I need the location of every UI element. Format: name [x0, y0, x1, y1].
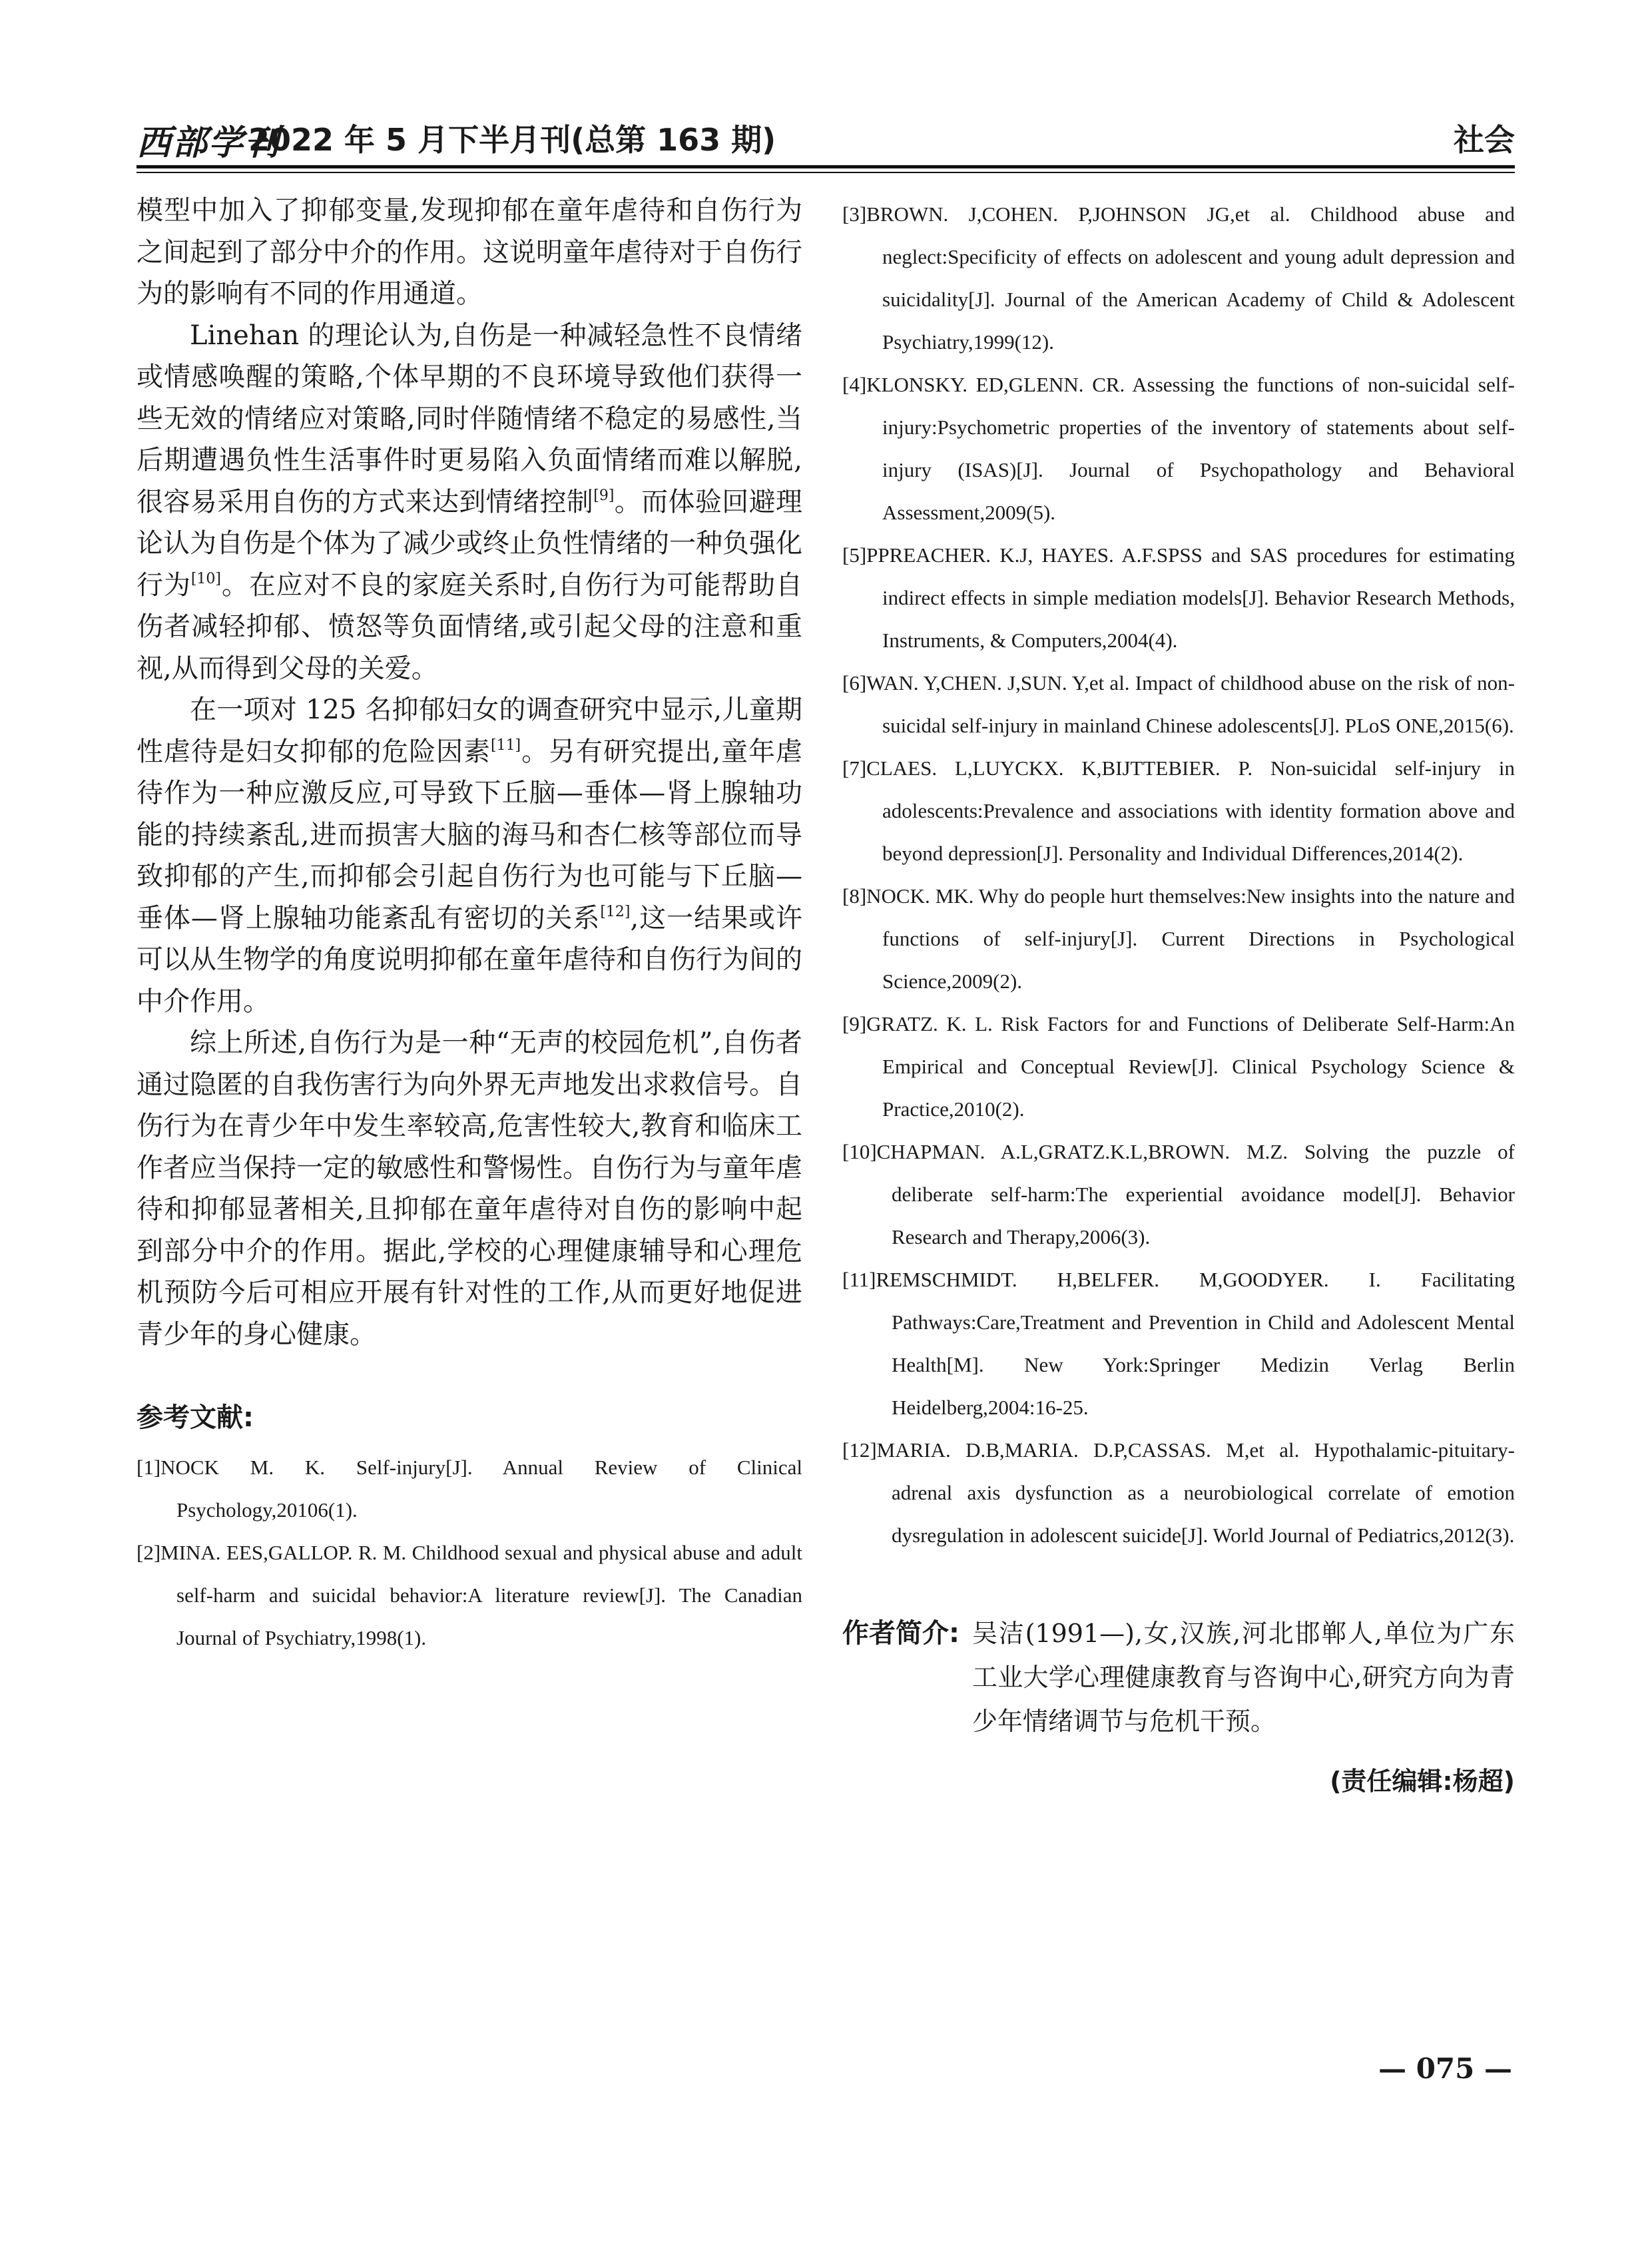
body-paragraph-2: Linehan 的理论认为,自伤是一种减轻急性不良情绪或情感唤醒的策略,个体早期的不良环境导致他们获得一些无效的情绪应对策略,同时伴随情绪不稳定的易感性,当后期遭遇负性生活事件时更易陷入负面情绪而难以解脱,很容易采用自伤的方式来达到情绪控制[9]。而体验回避理论认为自伤是个体为了减少或终止负性情绪的一种负强化行为[10]。在应对不良的家庭关系时,自伤行为可能帮助自伤者减轻抑郁、愤怒等负面情绪,或引起父母的注意和重视,从而得到父母的关爱。: [137, 320, 803, 684]
reference-item: [6]WAN. Y,CHEN. J,SUN. Y,et al. Impact of childhood abuse on the risk of non-suicidal self-injury in mainland Chinese adolescents[J]. PLoS ONE,2015(6).: [842, 671, 1515, 737]
reference-item: [11]REMSCHMIDT. H,BELFER. M,GOODYER. I. Facilitating Pathways:Care,Treatment and Prevention in Child and Adolescent Mental Health[M]. New York:Springer Medizin Verlag Berlin Heidelberg,2004:16-25.: [842, 1268, 1515, 1419]
references-heading: 参考文献:: [137, 1402, 254, 1433]
reference-item: [2]MINA. EES,GALLOP. R. M. Childhood sexual and physical abuse and adult self-harm and suicidal behavior:A literature review[J]. The Canadian Journal of Psychiatry,1998(1).: [137, 1541, 802, 1649]
reference-item: [10]CHAPMAN. A.L,GRATZ.K.L,BROWN. M.Z. Solving the puzzle of deliberate self-harm:The experiential avoidance model[J]. Behavior Research and Therapy,2006(3).: [842, 1140, 1515, 1249]
reference-item: [4]KLONSKY. ED,GLENN. CR. Assessing the functions of non-suicidal self-injury:Psychometric properties of the inventory of statements about self-injury (ISAS)[J]. Journal of Psychopathology and Behavioral Assessment,2009(5).: [842, 373, 1515, 524]
responsible-editor: (责任编辑:杨超): [1330, 1767, 1515, 1796]
citation-10: [10]: [190, 570, 222, 587]
body-paragraph-3: 在一项对 125 名抑郁妇女的调查研究中显示,儿童期性虐待是妇女抑郁的危险因素[11]。另有研究提出,童年虐待作为一种应激反应,可导致下丘脑—垂体—肾上腺轴功能的持续紊乱,进而损害大脑的海马和杏仁核等部位而导致抑郁的产生,而抑郁会引起自伤行为也可能与下丘脑—垂体—肾上腺轴功能紊乱有密切的关系[12],这一结果或许可以从生物学的角度说明抑郁在童年虐待和自伤行为间的中介作用。: [137, 695, 803, 1017]
reference-item: [9]GRATZ. K. L. Risk Factors for and Functions of Deliberate Self-Harm:An Empirical and Conceptual Review[J]. Clinical Psychology Science & Practice,2010(2).: [842, 1012, 1515, 1121]
journal-logo: 西部学刊: [137, 123, 281, 163]
body-paragraph-4: 综上所述,自伤行为是一种“无声的校园危机”,自伤者通过隐匿的自我伤害行为向外界无声地发出求救信号。自伤行为在青少年中发生率较高,危害性较大,教育和临床工作者应当保持一定的敏感性和警惕性。自伤行为与童年虐待和抑郁显著相关,且抑郁在童年虐待对自伤的影响中起到部分中介的作用。据此,学校的心理健康辅导和心理危机预防今后可相应开展有针对性的工作,从而更好地促进青少年的身心健康。: [137, 1027, 802, 1350]
citation-12: [12]: [600, 903, 631, 920]
reference-item: [5]PPREACHER. K.J, HAYES. A.F.SPSS and SAS procedures for estimating indirect effects in simple mediation models[J]. Behavior Research Methods, Instruments, & Computers,2004(4).: [842, 543, 1515, 652]
reference-item: [8]NOCK. MK. Why do people hurt themselves:New insights into the nature and functions of self-injury[J]. Current Directions in Psychological Science,2009(2).: [842, 884, 1515, 993]
author-bio-text: 吴洁(1991—),女,汉族,河北邯郸人,单位为广东工业大学心理健康教育与咨询中心,研究方向为青少年情绪调节与危机干预。: [972, 1619, 1515, 1736]
header-rule-thin: [137, 172, 1515, 173]
header-rule: [137, 165, 1515, 168]
body-paragraph-1: 模型中加入了抑郁变量,发现抑郁在童年虐待和自伤行为之间起到了部分中介的作用。这说明童年虐待对于自伤行为的影响有不同的作用通道。: [137, 195, 802, 309]
left-column: [137, 190, 802, 1659]
reference-item: [1]NOCK M. K. Self-injury[J]. Annual Review of Clinical Psychology,20106(1).: [137, 1456, 802, 1522]
citation-9: [9]: [593, 487, 615, 504]
citation-11: [11]: [490, 736, 521, 754]
reference-item: [12]MARIA. D.B,MARIA. D.P,CASSAS. M,et al. Hypothalamic-pituitary-adrenal axis dysfunction as a neurobiological correlate of emotion dysregulation in adolescent suicide[J]. World Journal of Pediatrics,2012(3).: [842, 1438, 1515, 1547]
running-header: [137, 112, 1515, 163]
author-bio: [842, 1611, 1515, 1743]
author-bio-label: 作者简介:: [842, 1618, 960, 1649]
page-number: — 075 —: [1378, 2052, 1512, 2085]
reference-item: [7]CLAES. L,LUYCKX. K,BIJTTEBIER. P. Non-suicidal self-injury in adolescents:Prevalence and associations with identity formation above and beyond depression[J]. Personality and Individual Differences,2014(2).: [842, 756, 1515, 865]
right-column: [842, 193, 1515, 1797]
section-name: 社会: [1454, 122, 1515, 158]
reference-item: [3]BROWN. J,COHEN. P,JOHNSON JG,et al. Childhood abuse and neglect:Specificity of effects on adolescent and young adult depression and suicidality[J]. Journal of the American Academy of Child & Adolescent Psychiatry,1999(12).: [842, 202, 1515, 354]
issue-info: 2022 年 5 月下半月刊(总第 163 期): [248, 122, 776, 158]
